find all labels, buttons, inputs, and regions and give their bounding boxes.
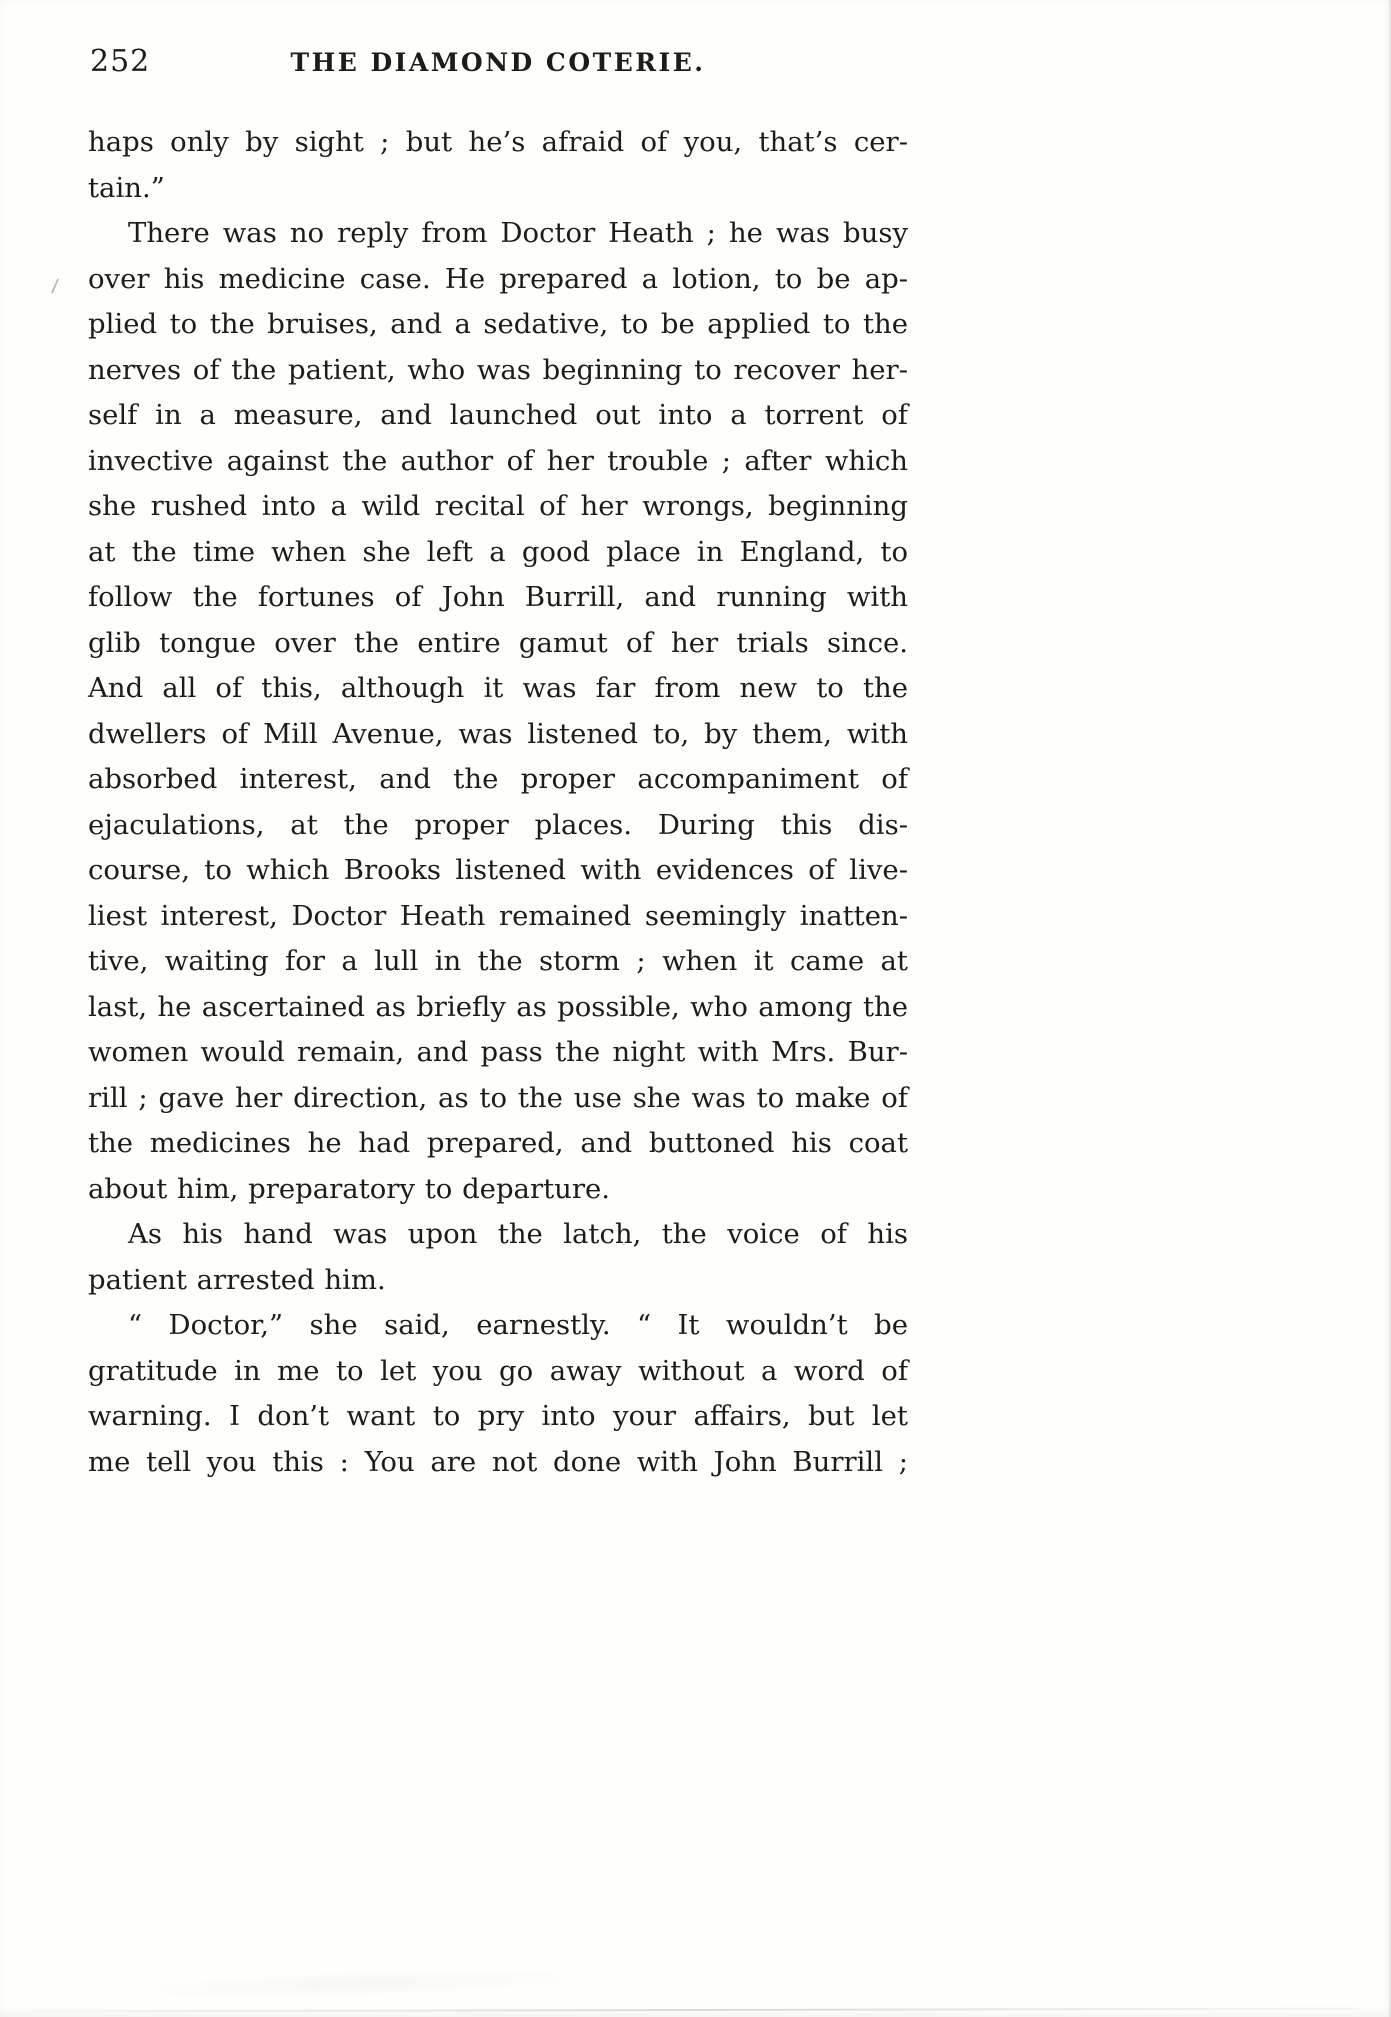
text-line: tive, waiting for a lull in the storm ; when it came at bbox=[88, 945, 908, 977]
text-line: plied to the bruises, and a sedative, to be applied to the bbox=[88, 308, 908, 340]
text-line: liest interest, Doctor Heath remained seemingly inatten- bbox=[88, 899, 908, 932]
text-line: last, he ascertained as briefly as possible, who among the bbox=[88, 990, 908, 1023]
text-line: women would remain, and pass the night with Mrs. Bur- bbox=[88, 1036, 908, 1068]
text-line: tain.” bbox=[88, 171, 165, 204]
text-block bbox=[88, 120, 908, 1485]
text-line: over his medicine case. He prepared a lotion, to be ap- bbox=[88, 262, 908, 295]
page-header bbox=[88, 44, 908, 86]
text-line: self in a measure, and launched out into a torrent of bbox=[88, 399, 908, 431]
running-title: THE DIAMOND COTERIE. bbox=[290, 48, 706, 77]
text-line: And all of this, although it was far from new to the bbox=[88, 672, 908, 704]
text-line: As his hand was upon the latch, the voice of his bbox=[128, 1218, 908, 1250]
text-line: nerves of the patient, who was beginning to recover her- bbox=[88, 353, 908, 386]
text-line: follow the fortunes of John Burrill, and running with bbox=[88, 581, 908, 613]
text-line: at the time when she left a good place in England, to bbox=[88, 535, 908, 568]
text-line: me tell you this : You are not done with John Burrill ; bbox=[88, 1445, 908, 1478]
scan-artifact-bottom-line bbox=[30, 2008, 1360, 2013]
text-line: haps only by sight ; but he’s afraid of you, that’s cer- bbox=[88, 126, 908, 158]
text-line: the medicines he had prepared, and buttoned his coat bbox=[88, 1127, 908, 1159]
text-line: warning. I don’t want to pry into your affairs, but let bbox=[88, 1400, 908, 1432]
scan-artifact-smudge bbox=[120, 1963, 601, 2006]
page-number: 252 bbox=[90, 44, 151, 79]
text-line: absorbed interest, and the proper accompaniment of bbox=[88, 763, 908, 795]
text-line: ejaculations, at the proper places. During this dis- bbox=[88, 808, 908, 841]
scan-artifact-margin-mark bbox=[51, 278, 59, 293]
text-line: about him, preparatory to departure. bbox=[88, 1172, 611, 1205]
text-line: rill ; gave her direction, as to the use she was to make of bbox=[88, 1081, 908, 1114]
text-line: invective against the author of her trouble ; after which bbox=[88, 444, 908, 477]
text-line: dwellers of Mill Avenue, was listened to, by them, with bbox=[88, 717, 908, 750]
text-line: glib tongue over the entire gamut of her trials since. bbox=[88, 626, 908, 659]
text-line: patient arrested him. bbox=[88, 1263, 386, 1296]
text-line: gratitude in me to let you go away without a word of bbox=[88, 1354, 908, 1387]
text-line: she rushed into a wild recital of her wrongs, beginning bbox=[88, 490, 908, 522]
text-line: There was no reply from Doctor Heath ; he was busy bbox=[128, 217, 908, 249]
text-line: “ Doctor,” she said, earnestly. “ It wouldn’t be bbox=[128, 1309, 908, 1341]
text-line: course, to which Brooks listened with evidences of live- bbox=[88, 854, 908, 886]
